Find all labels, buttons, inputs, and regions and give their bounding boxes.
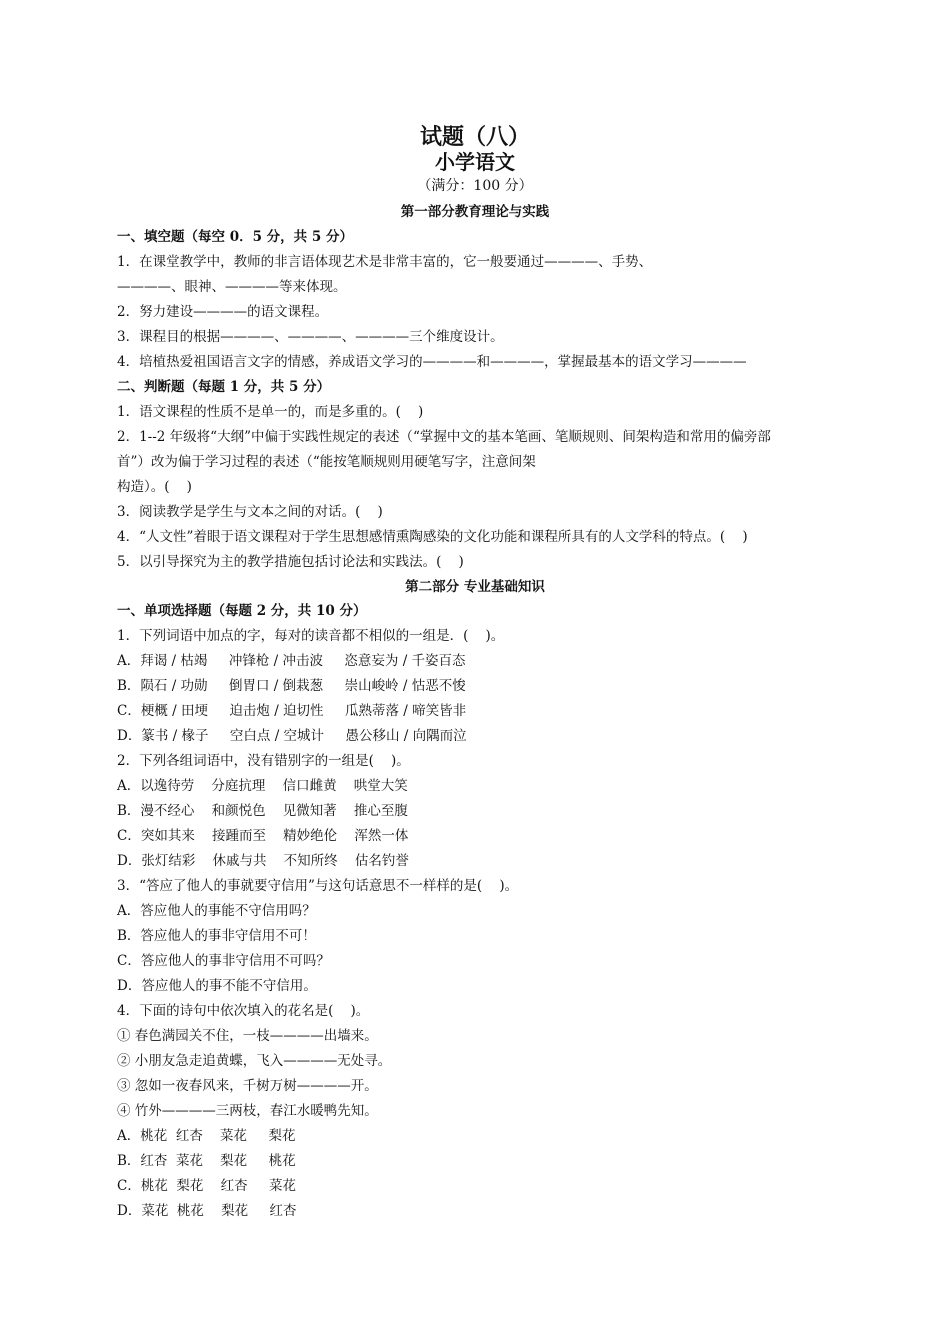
choice-q1-option-c: C．梗概 / 田埂 迫击炮 / 迫切性 瓜熟蒂落 / 啼笑皆非 xyxy=(117,703,467,719)
choice-q1-option-a: A．拜谒 / 枯竭 冲锋枪 / 冲击波 恣意妄为 / 千姿百态 xyxy=(117,653,466,669)
part1-title: 第一部分教育理论与实践 xyxy=(400,204,550,220)
choice-q4-line3: ③ 忽如一夜春风来，千树万树————开。 xyxy=(117,1078,378,1094)
choice-q3-option-d: D．答应他人的事不能不守信用。 xyxy=(117,978,317,994)
choice-q2-option-a: A．以逸待劳 分庭抗理 信口雌黄 哄堂大笑 xyxy=(117,778,408,794)
choice-q4-option-a: A．桃花 红杏 菜花 梨花 xyxy=(117,1128,296,1144)
judge-q3: 3．阅读教学是学生与文本之间的对话。( ) xyxy=(117,504,383,520)
fill-q3: 3．课程目的根据————、————、————三个维度设计。 xyxy=(117,329,504,345)
judge-heading: 二、判断题（每题 1 分，共 5 分） xyxy=(117,379,331,395)
judge-q4: 4．“人文性”着眼于语文课程对于学生思想感情熏陶感染的文化功能和课程所具有的人文学科的特点。( ) xyxy=(117,529,748,545)
choice-q4-option-c: C．桃花 梨花 红杏 菜花 xyxy=(117,1178,297,1194)
choice-q4: 4．下面的诗句中依次填入的花名是( )。 xyxy=(117,1003,370,1019)
choice-q1: 1．下列词语中加点的字，每对的读音都不相似的一组是．( )。 xyxy=(117,628,505,644)
subject-title: 小学语文 xyxy=(435,150,515,174)
choice-q4-option-b: B．红杏 菜花 梨花 桃花 xyxy=(117,1153,296,1169)
fill-heading: 一、填空题（每空 0．5 分，共 5 分） xyxy=(117,229,353,245)
choice-q4-option-d: D．菜花 桃花 梨花 红杏 xyxy=(117,1203,297,1219)
judge-q2-line3: 构造）。( ) xyxy=(117,479,192,495)
choice-q4-line2: ② 小朋友急走追黄蝶，飞入————无处寻。 xyxy=(117,1053,392,1069)
choice-q3-option-a: A．答应他人的事能不守信用吗？ xyxy=(117,903,316,919)
exam-title: 试题（八） xyxy=(419,124,530,150)
choice-q1-option-d: D．篆书 / 椽子 空白点 / 空城计 愚公移山 / 向隅而泣 xyxy=(117,728,467,744)
full-score: （满分：100 分） xyxy=(417,178,533,194)
choice-q2-option-d: D．张灯结彩 休戚与共 不知所终 估名钓誉 xyxy=(117,853,409,869)
judge-q2-line1: 2．1--2 年级将“大纲”中偏于实践性规定的表述（“掌握中文的基本笔画、笔顺规则、间架构造和常用的偏旁部 xyxy=(117,429,771,445)
choice-q2: 2．下列各组词语中，没有错别字的一组是( )。 xyxy=(117,753,410,769)
choice-q2-option-b: B．漫不经心 和颜悦色 见微知著 推心至腹 xyxy=(117,803,408,819)
choice-heading: 一、单项选择题（每题 2 分，共 10 分） xyxy=(117,603,367,619)
choice-q3: 3．“答应了他人的事就要守信用”与这句话意思不一样样的是( )。 xyxy=(117,878,519,894)
choice-q4-line1: ① 春色满园关不住，一枝————出墙来。 xyxy=(117,1028,378,1044)
fill-q2: 2．努力建设————的语文课程。 xyxy=(117,304,329,320)
choice-q3-option-c: C．答应他人的事非守信用不可吗？ xyxy=(117,953,330,969)
fill-q1-line1: 1．在课堂教学中，教师的非言语体现艺术是非常丰富的，它一般要通过————、手势、 xyxy=(117,254,653,270)
judge-q1: 1．语文课程的性质不是单一的，而是多重的。( ) xyxy=(117,404,424,420)
fill-q4: 4．培植热爱祖国语言文字的情感，养成语文学习的————和————，掌握最基本的语文学习———— xyxy=(117,354,747,370)
choice-q3-option-b: B．答应他人的事非守信用不可！ xyxy=(117,928,316,944)
choice-q1-option-b: B．陨石 / 功勋 倒胃口 / 倒栽葱 崇山峻岭 / 怙恶不悛 xyxy=(117,678,466,694)
judge-q5: 5．以引导探究为主的教学措施包括讨论法和实践法。( ) xyxy=(117,554,464,570)
fill-q1-line2: ————、眼神、————等来体现。 xyxy=(117,279,347,295)
judge-q2-line2: 首”）改为偏于学习过程的表述（“能按笔顺规则用硬笔写字，注意间架 xyxy=(117,454,536,470)
part2-title: 第二部分 专业基础知识 xyxy=(405,579,545,595)
choice-q2-option-c: C．突如其来 接踵而至 精妙绝伦 浑然一体 xyxy=(117,828,409,844)
choice-q4-line4: ④ 竹外————三两枝，春江水暖鸭先知。 xyxy=(117,1103,378,1119)
